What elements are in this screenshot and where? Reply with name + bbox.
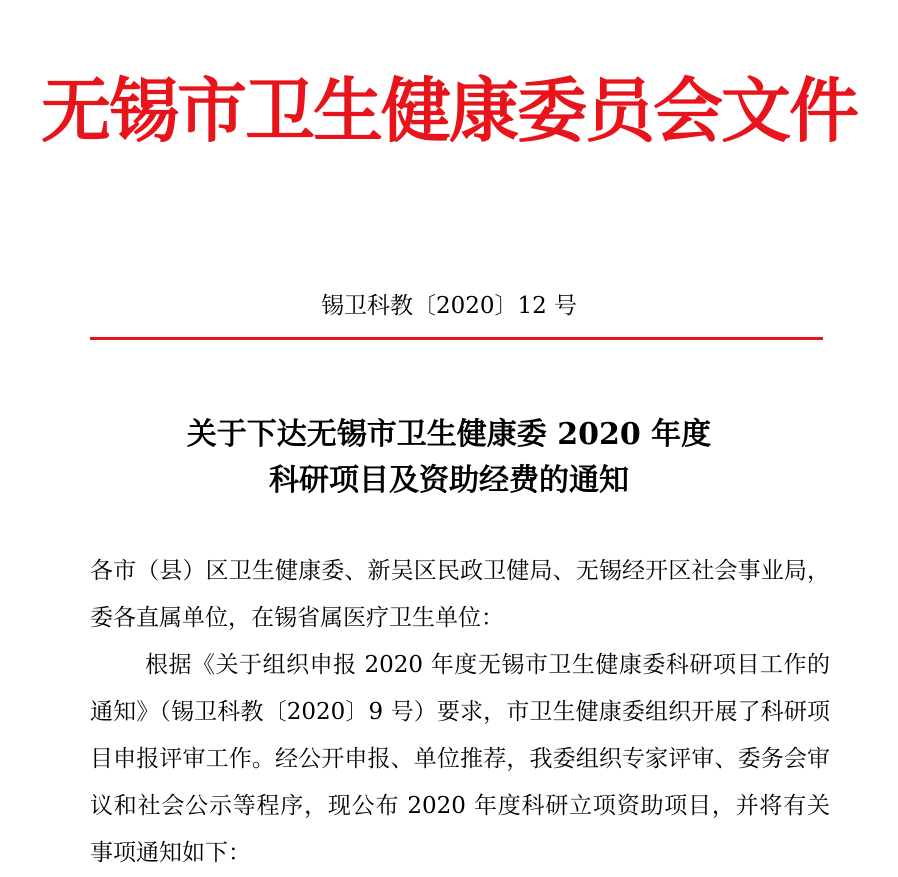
red-separator-line: [90, 337, 823, 340]
body-paragraph-1: 根据《关于组织申报 2020 年度无锡市卫生健康委科研项目工作的通知》（锡卫科教〔2020〕9 号）要求，市卫生健康委组织开展了科研项目申报评审工作。经公开申报、单位推荐，我委组织专家评审、委务会审议和社会公示等程序，现公布 2020 年度科研立项资助项目，并将有关事项通知如下：: [90, 652, 830, 866]
notice-title-line-1: 关于下达无锡市卫生健康委 2020 年度: [186, 417, 712, 452]
addressee-paragraph: 各市（县）区卫生健康委、新吴区民政卫健局、无锡经开区社会事业局，委各直属单位，在锡省属医疗卫生单位：: [90, 558, 830, 631]
document-body: [90, 548, 830, 877]
document-masthead: 无锡市卫生健康委员会文件: [41, 70, 857, 152]
notice-title: [0, 412, 898, 504]
notice-title-line-2: 科研项目及资助经费的通知: [269, 463, 629, 498]
document-number: 锡卫科教〔2020〕12 号: [320, 293, 578, 319]
